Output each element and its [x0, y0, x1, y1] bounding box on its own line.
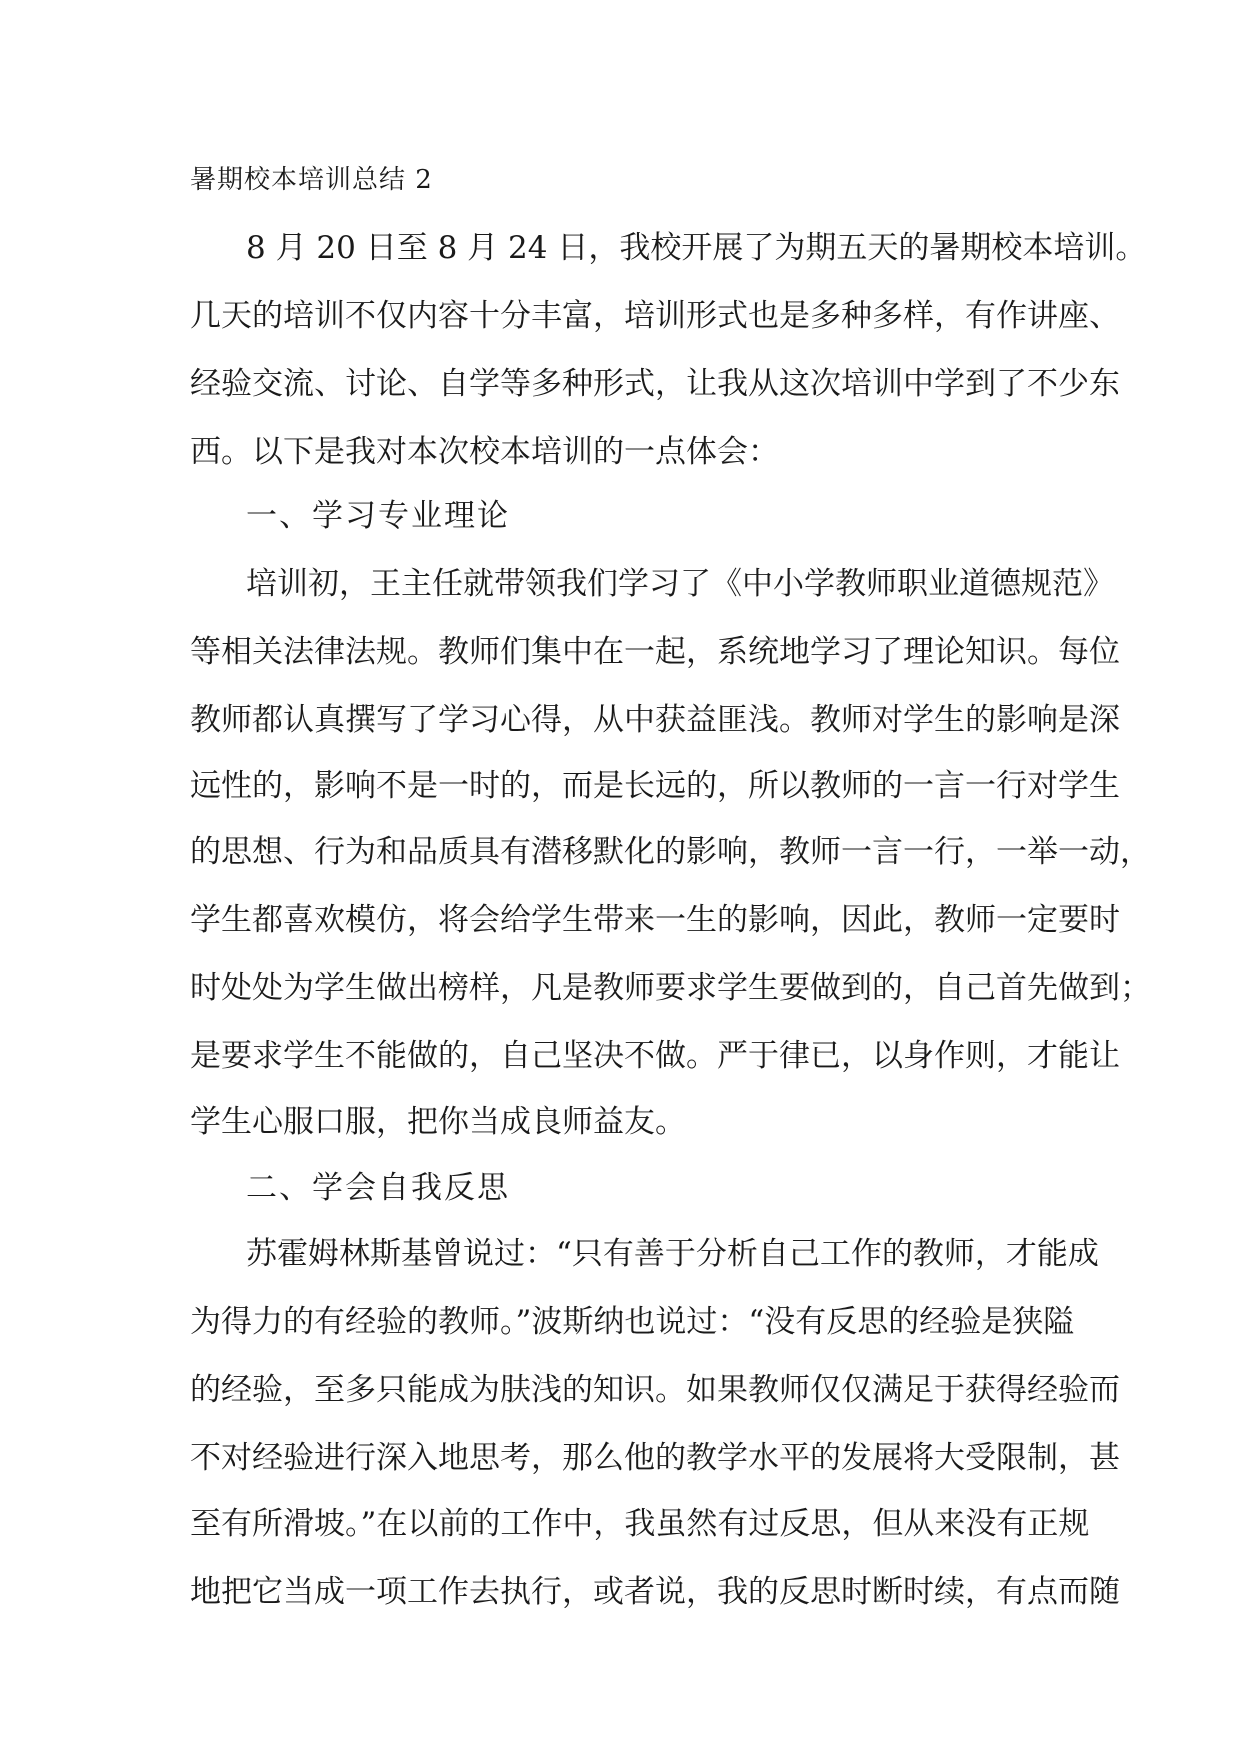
text-line: 学生都喜欢模仿，将会给学生带来一生的影响，因此，教师一定要时 [190, 902, 1120, 938]
text-line: 远性的，影响不是一时的，而是长远的，所以教师的一言一行对学生 [190, 768, 1120, 804]
text-line: 是要求学生不能做的，自己坚决不做。严于律已，以身作则，才能让 [190, 1038, 1120, 1074]
section-heading: 一、学习专业理论 [246, 498, 510, 534]
text-line: 经验交流、讨论、自学等多种形式，让我从这次培训中学到了不少东 [190, 366, 1120, 402]
text-line: 的经验，至多只能成为肤浅的知识。如果教师仅仅满足于获得经验而 [190, 1372, 1120, 1408]
section-heading: 二、学会自我反思 [246, 1170, 510, 1206]
text-line: 8 月 20 日至 8 月 24 日，我校开展了为期五天的暑期校本培训。 [246, 230, 1147, 266]
text-line: 西。以下是我对本次校本培训的一点体会： [190, 434, 779, 470]
text-line: 为得力的有经验的教师。”波斯纳也说过：“没有反思的经验是狭隘 [190, 1304, 1075, 1340]
text-line: 等相关法律法规。教师们集中在一起，系统地学习了理论知识。每位 [190, 634, 1120, 670]
text-line: 教师都认真撰写了学习心得，从中获益匪浅。教师对学生的影响是深 [190, 702, 1120, 738]
text-line: 时处处为学生做出榜样，凡是教师要求学生要做到的，自己首先做到； [190, 970, 1151, 1006]
text-line: 至有所滑坡。”在以前的工作中，我虽然有过反思，但从来没有正规 [190, 1506, 1090, 1542]
text-line: 的思想、行为和品质具有潜移默化的影响，教师一言一行，一举一动， [190, 834, 1151, 870]
document-title: 暑期校本培训总结 2 [190, 165, 433, 195]
text-line: 不对经验进行深入地思考，那么他的教学水平的发展将大受限制，甚 [190, 1440, 1120, 1476]
text-line: 培训初，王主任就带领我们学习了《中小学教师职业道德规范》 [246, 566, 1114, 602]
text-line: 苏霍姆林斯基曾说过：“只有善于分析自己工作的教师，才能成 [246, 1236, 1099, 1272]
text-line: 学生心服口服，把你当成良师益友。 [190, 1104, 686, 1140]
text-line: 几天的培训不仅内容十分丰富，培训形式也是多种多样，有作讲座、 [190, 298, 1120, 334]
text-line: 地把它当成一项工作去执行，或者说，我的反思时断时续，有点而随 [190, 1574, 1120, 1610]
